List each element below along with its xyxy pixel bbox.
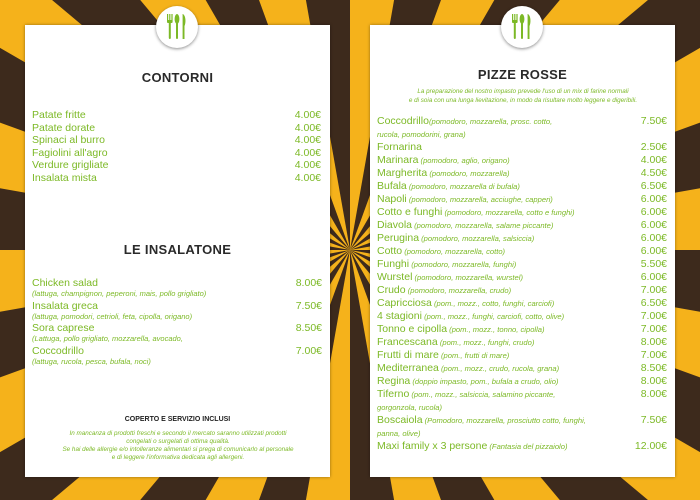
pizza-name: Cotto (377, 245, 403, 257)
pizza-price: 4.50€ (640, 167, 667, 179)
pizza-item (377, 219, 667, 232)
pizza-ingredients: (pomodoro, mozzarella, cotto) (402, 247, 506, 256)
insalatona-item (32, 277, 322, 299)
contorni-item-price: 4.00€ (294, 146, 321, 159)
pizza-name: Margherita (377, 167, 428, 179)
pizza-name: Funghi (377, 258, 410, 270)
contorni-item-price: 4.00€ (294, 121, 321, 134)
pizza-item (377, 336, 667, 349)
dough-intro (378, 87, 668, 105)
pizza-price: 6.00€ (640, 245, 667, 257)
pizza-name: Frutti di mare (377, 349, 439, 361)
contorni-item-price: 4.00€ (294, 159, 321, 172)
insalatone-list (32, 277, 321, 377)
insalatona-price: 7.50€ (295, 300, 322, 312)
pizza-name: Crudo (377, 284, 406, 296)
pizza-ingredients-continued: panna, olive) (377, 429, 421, 438)
pizza-price: 7.00€ (640, 310, 667, 322)
insalatona-price: 8.50€ (295, 322, 322, 334)
pizza-item (377, 193, 667, 206)
pizza-ingredients: (pomodoro, mozzarella, acciughe, capperi) (406, 195, 553, 204)
pizza-price: 8.00€ (640, 375, 667, 387)
contorni-item-name: Fagiolini all'agro (32, 146, 108, 159)
insalatona-price: 7.00€ (295, 345, 322, 357)
pizza-name: Perugina (377, 232, 420, 244)
pizza-ingredients: (pom., mozz., salsiccia, salamino piccante, (409, 390, 556, 399)
pizza-ingredients: (pom., mozz., tonno, cipolla) (447, 325, 545, 334)
pizza-ingredients-continued: rucola, pomodorini, grana) (377, 130, 466, 139)
pizza-ingredients: (pomodoro, mozzarella, funghi) (409, 260, 517, 269)
contorni-item-price: 4.00€ (294, 109, 321, 121)
insalatona-item (32, 322, 322, 344)
pizza-item (377, 284, 667, 297)
pizza-item (377, 180, 667, 193)
pizza-ingredients: (pom., frutti di mare) (438, 351, 510, 360)
pizza-item (377, 154, 667, 167)
pizza-item (377, 232, 667, 245)
pizza-name: Mediterranea (377, 362, 439, 374)
pizza-price: 7.00€ (640, 323, 667, 335)
pizza-name: Bufala (377, 180, 407, 192)
pizza-item (377, 375, 667, 388)
contorni-item (32, 159, 321, 172)
pizza-ingredients: (pom., mozz., cotto, funghi, carciofi) (431, 299, 555, 308)
contorni-item-name: Verdure grigliate (32, 159, 109, 172)
pizza-name: Maxi family x 3 persone (377, 440, 488, 452)
logo-badge (156, 6, 198, 48)
pizza-item (377, 362, 667, 375)
pizza-price: 7.50€ (640, 115, 667, 127)
pizza-ingredients: (pom., mozz., funghi, crudo) (437, 338, 535, 347)
insalatona-name: Sora caprese (32, 322, 95, 334)
pizza-item (377, 440, 667, 453)
pizza-ingredients: (pomodoro, mozzarella, crudo) (405, 286, 512, 295)
contorni-item-price: 4.00€ (294, 171, 321, 184)
insalatona-name: Coccodrillo (32, 345, 84, 357)
pizza-price: 12.00€ (634, 440, 667, 452)
pizza-ingredients: (pom., mozz., crudo, rucola, grana) (438, 364, 560, 373)
pizza-name: Marinara (377, 154, 419, 166)
pizza-item (377, 167, 667, 180)
pizza-ingredients: (pomodoro, mozzarella, salsiccia) (419, 234, 535, 243)
allergy-note-line: In mancanza di prodotti freschi e secondo il mercato saranno utilizzati prodotti (69, 430, 287, 437)
pizza-item (377, 297, 667, 310)
pizza-price: 6.50€ (640, 180, 667, 192)
pizze-rosse-list (377, 115, 667, 455)
pizza-name: Capricciosa (377, 297, 432, 309)
pizza-name: Regina (377, 375, 411, 387)
pizza-name: Wurstel (377, 271, 413, 283)
pizza-price: 5.50€ (640, 258, 667, 270)
contorni-item-name: Insalata mista (32, 171, 97, 184)
pizza-price: 8.00€ (640, 388, 667, 400)
pizza-ingredients: (pomodoro, mozzarella) (427, 169, 510, 178)
dough-intro-line: La preparazione del nostro impasto prevede l'uso di un mix di farine normali (417, 88, 629, 95)
insalatona-description: (lattuga, rucola, pesca, bufala, noci) (32, 357, 151, 366)
contorni-item (32, 109, 321, 122)
insalatona-item (32, 345, 322, 367)
contorni-item-name: Patate dorate (32, 121, 96, 134)
pizza-price: 7.00€ (640, 349, 667, 361)
pizza-ingredients: (pomodoro, mozzarella, cotto e funghi) (442, 208, 575, 217)
contorni-list (32, 109, 321, 185)
pizza-name: Diavola (377, 219, 413, 231)
pizza-item (377, 271, 667, 284)
pizza-ingredients: (pomodoro, aglio, origano) (418, 156, 510, 165)
pizza-ingredients: (pom., mozz., funghi, carciofi, cotto, olive) (421, 312, 565, 321)
pizza-price: 2.50€ (640, 141, 667, 153)
pizza-ingredients: (pomodoro, mozzarella, wurstel) (412, 273, 523, 282)
pizza-ingredients: (Fantasia del pizzaiolo) (487, 442, 568, 451)
insalatona-item (32, 300, 322, 322)
pizza-item (377, 258, 667, 271)
pizza-item (377, 245, 667, 258)
allergy-note-line: Se hai delle allergie e/o intolleranze alimentari si prega di comunicarlo al personale (62, 446, 294, 453)
pizza-name: Tiferno (377, 388, 410, 400)
contorni-item (32, 134, 321, 147)
coperto-note-title: COPERTO E SERVIZIO INCLUSI (124, 416, 231, 423)
pizza-name: Coccodrillo (377, 115, 429, 127)
contorni-item-name: Patate fritte (32, 109, 86, 121)
contorni-item (32, 122, 321, 135)
pizza-price: 7.00€ (640, 284, 667, 296)
contorni-item (32, 172, 321, 185)
insalatone-title: LE INSALATONE (123, 242, 232, 257)
contorni-item (32, 147, 321, 160)
pizza-ingredients: (Pomodoro, mozzarella, prosciutto cotto, funghi, (422, 416, 586, 425)
pizza-name: Francescana (377, 336, 438, 348)
pizza-name: Boscaiola (377, 414, 423, 426)
pizza-item (377, 323, 667, 336)
pizza-price: 6.00€ (640, 193, 667, 205)
contorni-item-name: Spinaci al burro (32, 134, 105, 147)
pizza-price: 7.50€ (640, 414, 667, 426)
insalatona-name: Chicken salad (32, 277, 98, 289)
pizza-price: 4.00€ (640, 154, 667, 166)
allergy-note (32, 430, 324, 462)
pizza-price: 6.00€ (640, 232, 667, 244)
pizza-price: 6.50€ (640, 297, 667, 309)
pizza-ingredients: (pomodoro, mozzarella, salame piccante) (412, 221, 554, 230)
pizza-item (377, 141, 667, 154)
pizza-item (377, 206, 667, 219)
pizza-ingredients: (pomodoro, mozzarella di bufala) (406, 182, 520, 191)
pizza-price: 6.00€ (640, 219, 667, 231)
logo-badge (501, 6, 543, 48)
pizza-ingredients: (pomodoro, mozzarella, prosc. cotto, (428, 117, 553, 126)
fork-knife-spoon-icon (510, 13, 534, 41)
pizza-ingredients-continued: gorgonzola, rucola) (377, 403, 443, 412)
insalatona-name: Insalata greca (32, 300, 98, 312)
pizza-name: Tonno e cipolla (377, 323, 448, 335)
pizza-price: 6.00€ (640, 271, 667, 283)
insalatona-description: (lattuga, pomodori, cetrioli, feta, cipolla, origano) (32, 312, 193, 321)
insalatona-description: (Lattuga, pollo grigliato, mozzarella, avocado, (32, 334, 183, 343)
insalatona-price: 8.00€ (295, 277, 322, 289)
contorni-item-price: 4.00€ (294, 134, 321, 147)
pizza-item (377, 115, 667, 141)
pizza-item (377, 349, 667, 362)
pizza-name: Napoli (377, 193, 407, 205)
pizza-item (377, 310, 667, 323)
pizza-item (377, 388, 667, 414)
pizza-price: 8.50€ (640, 362, 667, 374)
pizza-price: 8.00€ (640, 336, 667, 348)
allergy-note-line: e di leggere l'informativa dedicata agli allergeni. (111, 454, 245, 461)
insalatona-description: (lattuga, champignon, peperoni, mais, pollo grigliato) (32, 289, 207, 298)
fork-knife-spoon-icon (165, 13, 189, 41)
contorni-title: CONTORNI (141, 70, 214, 85)
allergy-note-line: congelati o surgelati di ottima qualità. (126, 438, 230, 445)
pizza-name: Cotto e funghi (377, 206, 443, 218)
pizza-price: 6.00€ (640, 206, 667, 218)
dough-intro-line: e di soia con una lunga lievitazione, in modo da risultare molto leggere e digeribili. (408, 97, 638, 104)
pizza-item (377, 414, 667, 440)
pizza-name: Fornarina (377, 141, 422, 153)
pizza-ingredients: (doppio impasto, pom., bufala a crudo, olio) (410, 377, 559, 386)
pizza-name: 4 stagioni (377, 310, 422, 322)
pizze-rosse-title: PIZZE ROSSE (477, 67, 568, 82)
